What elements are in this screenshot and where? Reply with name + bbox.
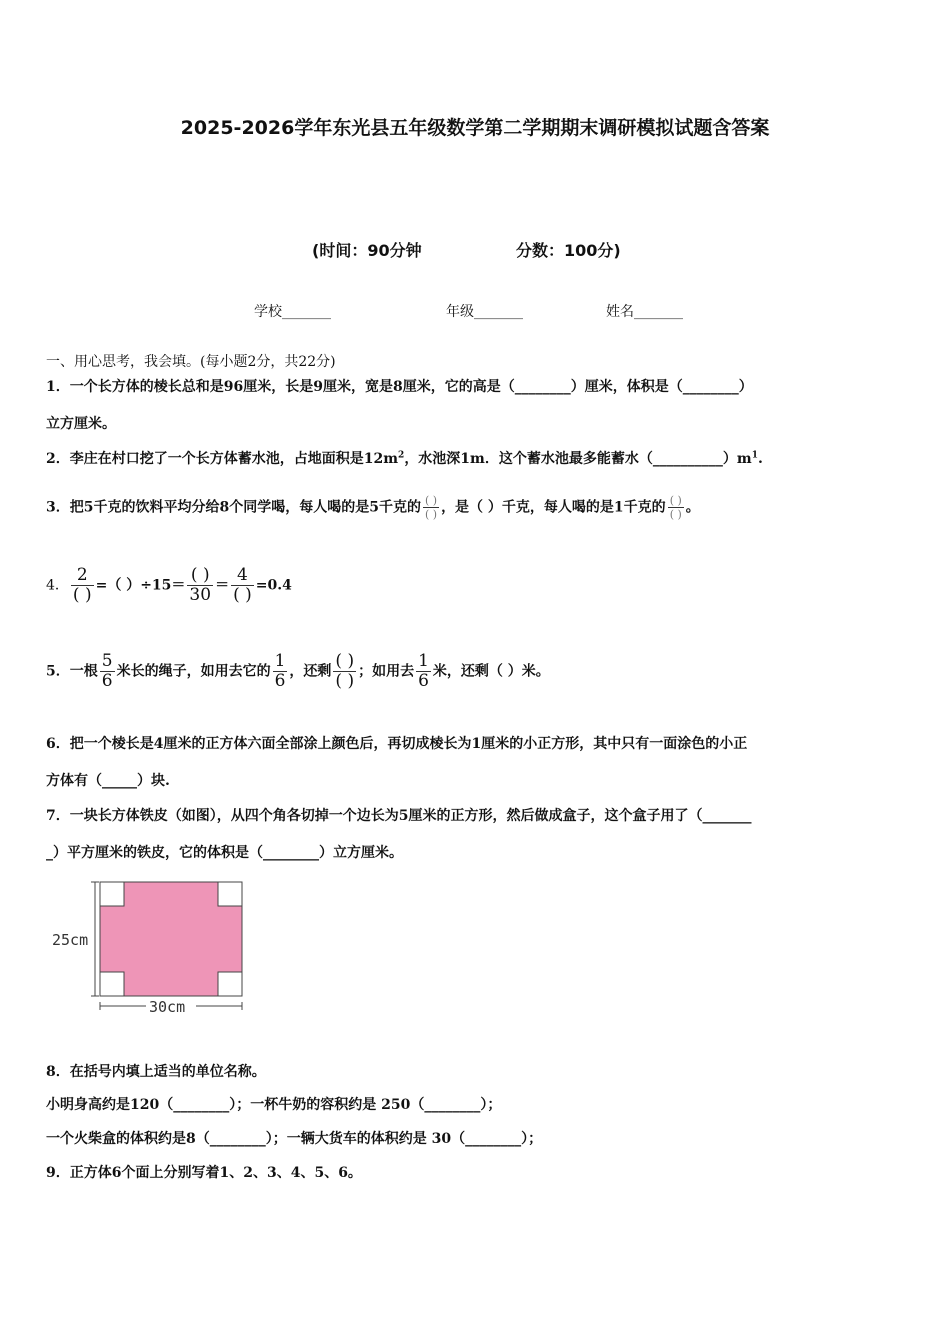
grade-field: 年级_______ bbox=[446, 304, 523, 320]
blank-fraction: $\frac{( )}{( )}$ bbox=[669, 494, 682, 521]
sheet-figure bbox=[48, 872, 248, 1022]
exam-score: 分数：100分) bbox=[516, 241, 621, 260]
name-field: 姓名_______ bbox=[606, 304, 683, 320]
fraction: $\frac{( )}{30}$ bbox=[189, 565, 212, 605]
fraction: $\frac{( )}{( )}$ bbox=[335, 651, 355, 691]
question-1-line1: 1．一个长方体的棱长总和是96厘米，长是9厘米，宽是8厘米，它的高是（________）厘米，体积是（________） bbox=[46, 379, 753, 395]
question-8-line1: 8．在括号内填上适当的单位名称。 bbox=[46, 1064, 266, 1080]
question-8-line2: 小明身高约是120（________）；一杯牛奶的容积约是 250（________）； bbox=[46, 1097, 502, 1113]
question-1-line2: 立方厘米。 bbox=[46, 416, 116, 432]
fraction: $\frac{5}{6}$ bbox=[101, 651, 113, 691]
fraction: $\frac{1}{6}$ bbox=[418, 651, 429, 691]
question-8-line3: 一个火柴盒的体积约是8（________）；一辆大货车的体积约是 30（________）； bbox=[46, 1131, 543, 1147]
page-title: 2025-2026学年东光县五年级数学第二学期期末调研模拟试题含答案 bbox=[180, 117, 770, 139]
corner-square bbox=[218, 882, 242, 906]
question-5: 5．一根 $\frac{5}{6}$ 米长的绳子，如用去它的 $\frac{1}{6}$ ，还剩 $\frac{( )}{( )}$ ；如用去 $\frac{1}{6}$ 米，还剩（ ）米。 bbox=[46, 651, 550, 691]
corner-square bbox=[100, 882, 124, 906]
question-7-line1: 7．一块长方体铁皮（如图），从四个角各切掉一个边长为5厘米的正方形，然后做成盒子，这个盒子用了（_______ bbox=[46, 808, 752, 824]
corner-square bbox=[100, 972, 124, 996]
section-heading: 一、用心思考，我会填。(每小题2分，共22分) bbox=[46, 354, 336, 370]
blank-fraction: $\frac{( )}{( )}$ bbox=[424, 494, 438, 521]
height-label: 25cm bbox=[52, 931, 89, 949]
fraction: $\frac{1}{6}$ bbox=[274, 651, 286, 691]
exam-time: (时间：90分钟 bbox=[312, 241, 422, 260]
question-2: 2．李庄在村口挖了一个长方体蓄水池，占地面积是$12m^2$，水池深1m．这个蓄水池最多能蓄水$(\_\_\_\_\_\_\_\_\_\_)m^1$. bbox=[46, 450, 763, 467]
question-6-line1: 6．把一个棱长是4厘米的正方体六面全部涂上颜色后，再切成棱长为1厘米的小正方形，其中只有一面涂色的小正 bbox=[46, 736, 748, 752]
question-9: 9．正方体6个面上分别写着1、2、3、4、5、6。 bbox=[46, 1165, 362, 1181]
question-6-line2: 方体有（_____）块. bbox=[46, 773, 170, 789]
question-4: 4． $\frac{2}{( )}$ =（ ）÷15＝ $\frac{( )}{30}$ ＝ $\frac{4}{( )}$ =0.4 bbox=[46, 565, 292, 605]
fraction: $\frac{2}{( )}$ bbox=[72, 565, 92, 605]
question-7-line2: _）平方厘米的铁皮，它的体积是（________）立方厘米。 bbox=[46, 845, 403, 861]
width-label: 30cm bbox=[149, 998, 186, 1016]
school-field: 学校_______ bbox=[254, 304, 331, 320]
question-3: 3．把5千克的饮料平均分给8个同学喝，每人喝的是5千克的 $\frac{( )}{( )}$ ，是（ ）千克，每人喝的是1千克的 $\frac{( )}{( )}$ 。 bbox=[46, 494, 700, 521]
fraction: $\frac{4}{( )}$ bbox=[233, 565, 252, 605]
corner-square bbox=[218, 972, 242, 996]
